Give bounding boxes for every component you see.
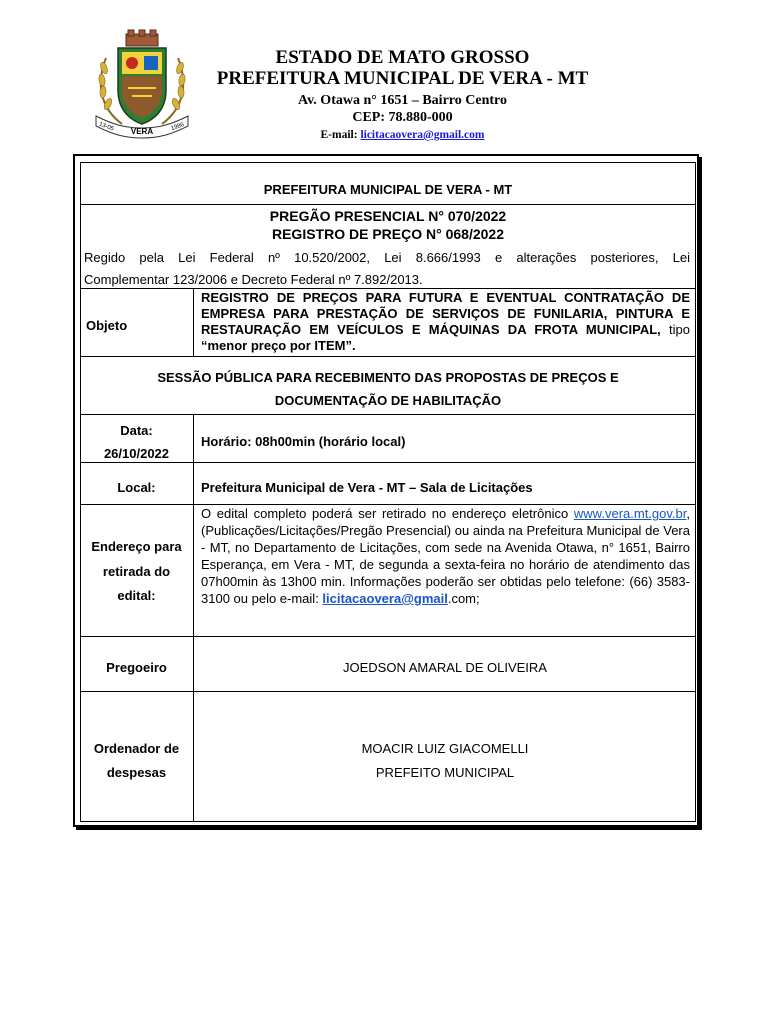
address: Av. Otawa n° 1651 – Bairro Centro (298, 93, 507, 108)
objeto-tipo: tipo (660, 322, 691, 337)
endereco-email-suffix: .com; (447, 591, 480, 606)
pregoeiro-value: JOEDSON AMARAL DE OLIVEIRA (343, 660, 547, 675)
cep: CEP: 78.880-000 (352, 110, 453, 125)
email-label: E-mail: (320, 129, 358, 141)
crest-ribbon-text: VERA (130, 127, 154, 136)
horario: Horário: 08h00min (horário local) (201, 434, 406, 449)
data-value: 26/10/2022 (103, 446, 170, 461)
website-link[interactable]: www.vera.mt.gov.br (573, 506, 687, 521)
endereco-label-3: edital: (117, 588, 156, 603)
local-label: Local: (117, 480, 156, 495)
session-title-line-1: SESSÃO PÚBLICA PARA RECEBIMENTO DAS PROPOSTAS DE PREÇOS E (157, 370, 619, 385)
email-link-body[interactable]: licitacaovera@gmail (322, 591, 448, 606)
data-label: Data: (120, 423, 153, 438)
state-name: ESTADO DE MATO GROSSO (275, 47, 530, 68)
notice-org: PREFEITURA MUNICIPAL DE VERA - MT (263, 182, 513, 197)
letterhead (200, 48, 605, 143)
objeto-text (201, 290, 690, 354)
pregoeiro-label: Pregoeiro (106, 660, 167, 675)
ordenador-label-2: despesas (106, 765, 167, 780)
crest-year-right: 1986 (170, 121, 185, 133)
legal-basis-line-2: Complementar 123/2006 e Decreto Federal nº 7.892/2013. (84, 272, 423, 287)
ordenador-title: PREFEITO MUNICIPAL (375, 765, 515, 780)
endereco-label-2: retirada do (102, 564, 171, 579)
ordenador-label-1: Ordenador de (93, 741, 180, 756)
session-title-line-2: DOCUMENTAÇÃO DE HABILITAÇÃO (274, 393, 502, 408)
endereco-text-part-1: O edital completo poderá ser retirado no endereço eletrônico (201, 506, 574, 521)
objeto-description: REGISTRO DE PREÇOS PARA FUTURA E EVENTUAL CONTRATAÇÃO DE EMPRESA PARA PRESTAÇÃO DE SERVIÇOS DE FUNILARIA, PINTURA E RESTAURAÇÃO EM VEÍCULOS E MÁQUINAS DA FROTA MUNICIPAL, (201, 290, 690, 337)
registro-number: REGISTRO DE PREÇO N° 068/2022 (271, 226, 504, 242)
municipality-name: PREFEITURA MUNICIPAL DE VERA - MT (216, 68, 589, 89)
ordenador-name: MOACIR LUIZ GIACOMELLI (361, 741, 529, 756)
email-link[interactable]: licitacaovera@gmail.com (360, 129, 485, 141)
local-value: Prefeitura Municipal de Vera - MT – Sala de Licitações (201, 480, 533, 495)
email-line (200, 127, 605, 143)
objeto-label: Objeto (86, 318, 128, 333)
endereco-text-part-2: , (Publicações/Licitações/Pregão Presencial) ou ainda na Prefeitura Municipal de Vera - MT, no Departamento de Licitações, com sede na Avenida Otawa, n° 1651, Bairro Esperança, em Vera - MT, de segunda a sexta-feira no horário de atendimento das 07h00min às 13h00 min. Informações poderão ser obtidas pelo telefone: (66) 3583-3100 ou pelo e-mail: (201, 506, 690, 606)
endereco-label-1: Endereço para (91, 539, 182, 554)
objeto-criteria: “menor preço por ITEM”. (201, 338, 356, 353)
endereco-text (201, 505, 690, 607)
crest-year-left: 13-05 (98, 121, 115, 133)
pregao-number: PREGÃO PRESENCIAL N° 070/2022 (269, 208, 507, 224)
municipal-coat-of-arms-icon (92, 28, 192, 140)
legal-basis-line-1: Regido pela Lei Federal nº 10.520/2002, Lei 8.666/1993 e alterações posteriores, Lei (84, 250, 690, 265)
